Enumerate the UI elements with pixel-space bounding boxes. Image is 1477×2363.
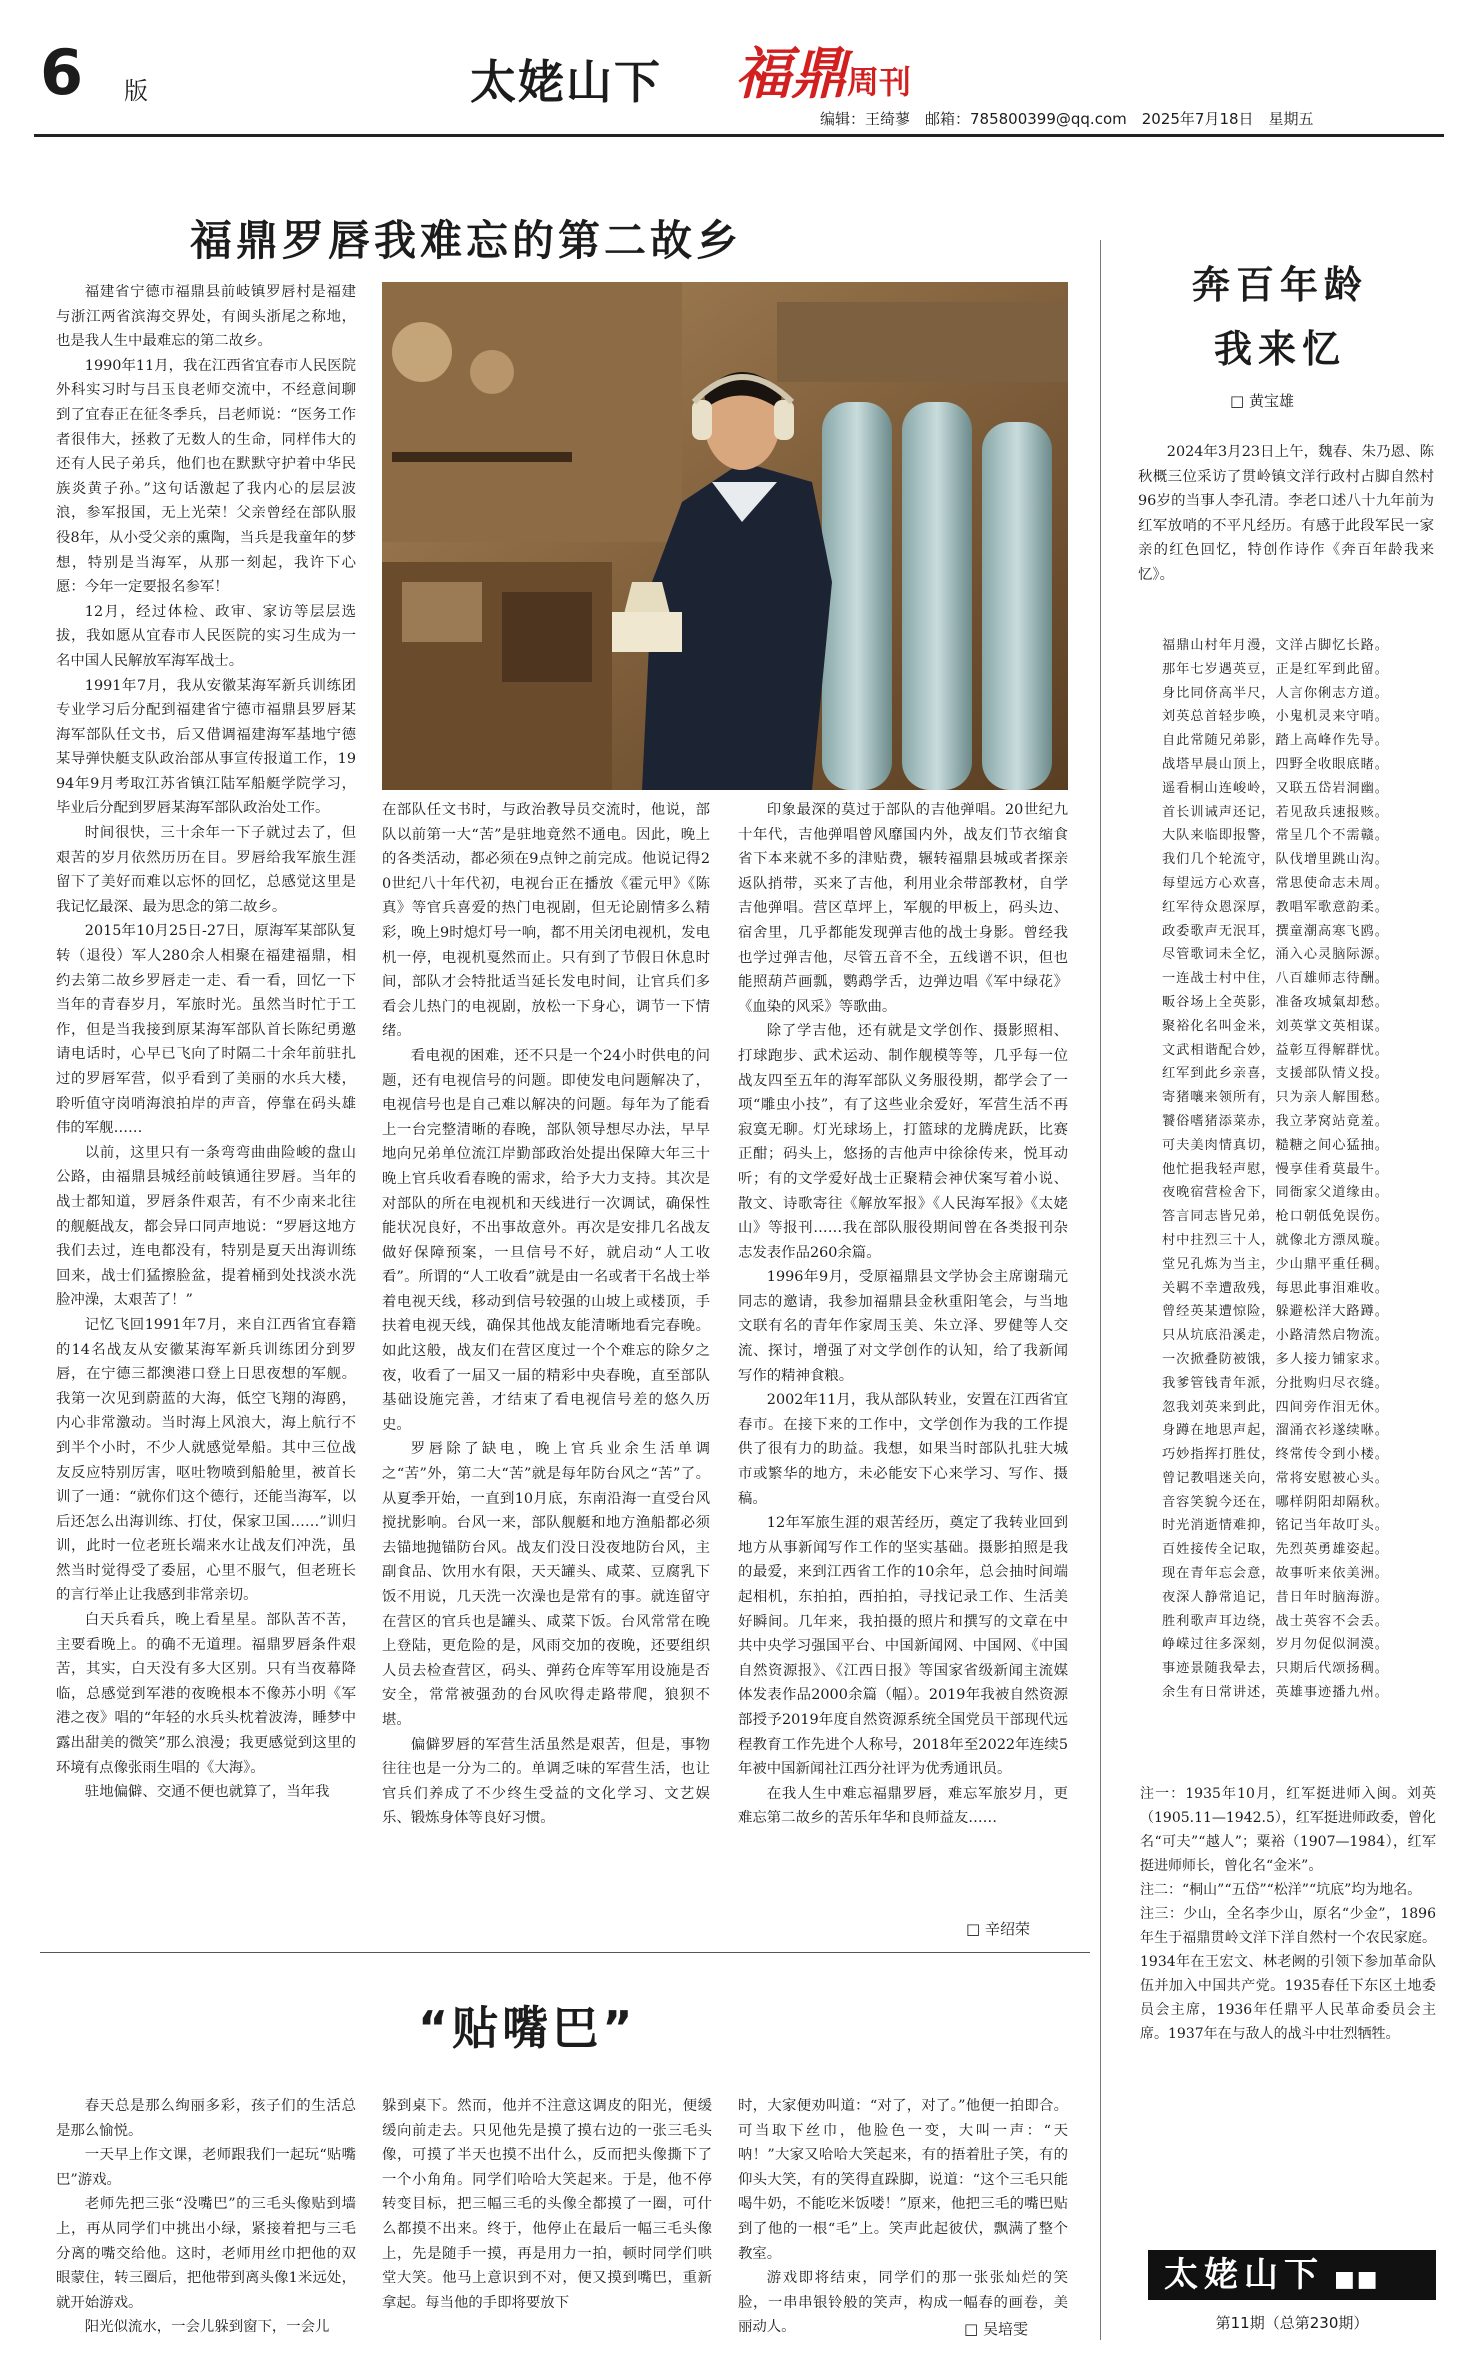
poem-line: 畈谷场上全英影，准备攻城氣却愁。	[1162, 994, 1389, 1010]
article2-col1	[56, 2094, 356, 2340]
article1-col3	[738, 798, 1068, 1831]
footnote: 注三：少山，全名李少山，原名“少金”，1896年生于福鼎贯岭文洋下洋自然村一个农民家庭。1934年在王宏文、林老阙的引领下参加革命队伍并加入中国共产党。1935春任下东区土地委员会主席，1936年任鼎平人民革命委员会主席。1937年在与敌人的战斗中壮烈牺牲。	[1140, 1906, 1436, 2042]
column-divider	[1100, 240, 1101, 2340]
poem-line: 我们几个轮流守，队伐增里跳山沟。	[1162, 852, 1389, 868]
poem-line: 关羁不幸遭敌残，每思此事泪难收。	[1162, 1280, 1389, 1296]
poem-line: 福鼎山村年月漫，文洋占脚忆长路。	[1162, 638, 1389, 653]
poem-line: 聚裕化名叫金米，刘英掌文英相谋。	[1162, 1018, 1389, 1034]
paragraph: 福建省宁德市福鼎县前岐镇罗唇村是福建与浙江两省滨海交界处，有闽头浙尾之称地，也是我人生中最难忘的第二故乡。	[56, 284, 356, 350]
article3-intro	[1138, 440, 1434, 588]
article1-title: 福鼎罗唇我难忘的第二故乡	[190, 216, 743, 265]
paragraph: 2015年10月25日-27日，原海军某部队复转（退役）军人280余人相聚在福建福鼎，相约去第二故乡罗唇走一走、看一看，回忆一下当年的青春岁月，军旅时光。虽然当时忙于工作，但是当我接到原某海军部队首长陈纪勇邀请电话时，心早已飞向了时隔二十余年前驻扎过的罗唇军营，似乎看到了美丽的水兵大楼，聆听值守岗哨海浪拍岸的声音，停靠在码头雄伟的军舰……	[56, 923, 356, 1137]
sailor-photo	[382, 282, 1068, 790]
paragraph: 2024年3月23日上午，魏春、朱乃恩、陈秋概三位采访了贯岭镇文洋行政村占脚自然村96岁的当事人李孔清。李老口述八十九年前为红军放哨的不平凡经历。有感于此段军民一家亲的红色回忆，特创作诗作《奔百年龄我来忆》。	[1138, 444, 1434, 583]
paragraph: 老师先把三张“没嘴巴”的三毛头像贴到墙上，再从同学们中挑出小绿，紧接着把与三毛分离的嘴交给他。这时，老师用丝巾把他的双眼蒙住，转三圈后，把他带到离头像1米远处，就开始游戏。	[56, 2196, 356, 2311]
poem-line: 音容笑貌今还在，哪样阴阳却隔秋。	[1162, 1494, 1389, 1510]
poem-line: 堂兄孔炼为当主，少山鼎平重任稠。	[1162, 1256, 1389, 1272]
article1-col1	[56, 280, 356, 1805]
article2-col2	[382, 2094, 712, 2315]
page-number: 6	[40, 36, 84, 109]
poem-line: 现在青年忘会意，故事听来依美洲。	[1162, 1566, 1389, 1582]
poem-line: 答言同志皆兄弟，枪口朝低免误伤。	[1162, 1209, 1389, 1225]
paragraph: 以前，这里只有一条弯弯曲曲险峻的盘山公路，由福鼎县城经前岐镇通往罗唇。当年的战士都知道，罗唇条件艰苦，有不少南来北往的舰艇战友，都会异口同声地说：“罗唇这地方我们去过，连电都没有，特别是夏天出海训练回来，战士们猛擦脸盆，提着桶到处找淡水洗脸冲澡，太艰苦了！”	[56, 1144, 356, 1309]
paragraph: 春天总是那么绚丽多彩，孩子们的生活总是那么愉悦。	[56, 2098, 356, 2139]
article1-author: □ 辛绍荣	[966, 1920, 1030, 1938]
section-title: 太姥山下	[470, 55, 662, 109]
poem-line: 时光消逝情难抑，铭记当年故叮头。	[1162, 1518, 1389, 1534]
poem-line: 尽管歌词未全忆，涌入心灵脑际源。	[1162, 947, 1389, 963]
article3-notes	[1140, 1782, 1436, 2046]
paragraph: 1996年9月，受原福鼎县文学协会主席谢瑞元同志的邀请，我参加福鼎县金秋重阳笔会，与当地文联有名的青年作家周玉美、朱立泽、罗健等人交流、探讨，增强了对文学创作的认知，给了我新闻写作的精神食粮。	[738, 1269, 1068, 1384]
poem-line: 一次掀叠防被饿，多人接力铺家求。	[1162, 1351, 1389, 1367]
banner-squares-icon: ■■	[1334, 2267, 1380, 2292]
logo-main: 福鼎	[735, 41, 847, 107]
article2-author: □ 吴培雯	[964, 2320, 1028, 2338]
paragraph: 12年军旅生涯的艰苦经历，奠定了我转业回到地方从事新闻写作工作的坚实基础。摄影拍照是我的最爱，来到江西省工作的10余年，总会抽时间端起相机，东拍拍，西拍拍，寻找记录工作、生活美好瞬间。几年来，我拍摄的照片和撰写的文章在中共中央学习强国平台、中国新闻网、中国网、《中国自然资源报》、《江西日报》等国家省级新闻主流媒体发表作品2000余篇（幅）。2019年我被自然资源部授予2019年度自然资源系统全国党员干部现代远程教育工作先进个人称号，2018年至2022年连续5年被中国新闻社江西分社评为优秀通讯员。	[738, 1515, 1068, 1778]
logo-sub: 周刊	[847, 63, 912, 101]
paragraph: 在部队任文书时，与政治教导员交流时，他说，部队以前第一大“苦”是驻地竟然不通电。因此，晚上的各类活动，都必须在9点钟之前完成。他说记得20世纪八十年代初，电视台正在播放《霍元甲》《陈真》等官兵喜爱的热门电视剧，但无论剧情多么精彩，晚上9时熄灯号一响，都不用关闭电视机，发电机一停，电视机戛然而止。只有到了节假日休息时间，部队才会特批适当延长发电时间，让官兵们多看会儿热门的电视剧，放松一下身心，调节一下情绪。	[382, 802, 710, 1040]
paragraph: 白天兵看兵，晚上看星星。部队苦不苦，主要看晚上。的确不无道理。福鼎罗唇条件艰苦，其实，白天没有多大区别。只有当夜幕降临，总感觉到军港的夜晚根本不像苏小明《军港之夜》唱的“年轻的水兵头枕着波涛，睡梦中露出甜美的微笑”那么浪漫；我更感觉到这里的环境有点像张雨生唱的《大海》。	[56, 1612, 356, 1776]
poem-line: 曾经英某遭惊险，躲避松洋大路蹲。	[1162, 1304, 1389, 1320]
poem-line: 百姓接传全记取，先烈英勇雄姿起。	[1162, 1542, 1389, 1558]
poem-line: 政委歌声无泯耳，撰童潮高寒飞鸥。	[1162, 923, 1389, 939]
poem-line: 余生有日常讲述，英雄事迹播九州。	[1162, 1685, 1389, 1701]
paragraph: 躲到桌下。然而，他并不注意这调皮的阳光，便缓缓向前走去。只见他先是摸了摸右边的一张三毛头像，可摸了半天也摸不出什么，反而把头像撕下了一个小角角。同学们哈哈大笑起来。于是，他不停转变目标，把三幅三毛的头像全都摸了一圈，可什么都摸不出来。终于，他停止在最后一幅三毛头像上，先是随手一摸，再是用力一拍，顿时同学们哄堂大笑。他马上意识到不对，便又摸到嘴巴，重新拿起。每当他的手即将要放下	[382, 2098, 712, 2311]
page-suffix: 版	[124, 77, 148, 105]
poem-line: 夜晚宿营检舍下，同衙家父道缘由。	[1162, 1185, 1389, 1201]
paragraph: 1991年7月，我从安徽某海军新兵训练团专业学习后分配到福建省宁德市福鼎县罗唇某海军部队任文书，后又借调福建海军基地宁德某导弹快艇支队政治部从事宣传报道工作，1994年9月考取江苏省镇江陆军船艇学院学习，毕业后分配到罗唇某海军部队政治处工作。	[56, 677, 356, 817]
article-divider	[40, 1952, 1090, 1953]
poem-line: 刘英总首轻步唤，小鬼机灵来守哨。	[1162, 709, 1389, 725]
credit-line: 编辑：王绮蓼 邮箱：785800399@qq.com 2025年7月18日 星期五	[820, 110, 1314, 128]
header-rule	[34, 134, 1444, 137]
masthead-logo	[735, 30, 911, 110]
footnote: 注二：“桐山”“五岱”“松洋”“坑底”均为地名。	[1140, 1882, 1422, 1898]
paragraph: 印象最深的莫过于部队的吉他弹唱。20世纪九十年代，吉他弹唱曾风靡国内外，战友们节衣缩食省下本来就不多的津贴费，辗转福鼎县城或者探亲返队捎带，买来了吉他，利用业余带部教材，自学吉他弹唱。营区草坪上，军舰的甲板上，码头边、宿舍里，几乎都能发现弹吉他的战士身影。曾经我也学过弹吉他，尽管五音不全，五线谱不识，但也能照葫芦画瓢，鹦鹉学舌，边弹边唱《军中绿花》《血染的风采》等歌曲。	[738, 802, 1068, 1015]
poem-line: 只从坑底沿溪走，小路清然启物流。	[1162, 1328, 1389, 1344]
poem-line: 胜利歌声耳边绕，战士英容不会丢。	[1162, 1613, 1389, 1629]
paragraph: 偏僻罗唇的军营生活虽然是艰苦，但是，事物往往也是一分为二的。单调乏味的军营生活，也让官兵们养成了不少终生受益的文化学习、文艺娱乐、锻炼身体等良好习惯。	[382, 1736, 710, 1827]
poem-line: 每望远方心欢喜，常思使命志未周。	[1162, 875, 1389, 891]
poem-line: 自此常随兄弟影，踏上高峰作先导。	[1162, 733, 1389, 749]
paragraph: 看电视的困难，还不只是一个24小时供电的问题，还有电视信号的问题。即使发电问题解决了，电视信号也是自己难以解决的问题。每年为了能看上一台完整清晰的春晚，部队领导想尽办法，早早地向兄弟单位流江岸勤部政治处提出保障大年三十晚上官兵收看春晚的需求，给予大力支持。其次是对部队的所在电视机和天线进行一次调试，确保性能状况良好，不出事故意外。再次是安排几名战友做好保障预案，一旦信号不好，就启动“人工收看”。所谓的“人工收看”就是由一名或者干名战士举着电视天线，移动到信号较强的山坡上或楼顶，手扶着电视天线，确保其他战友能清晰地看完春晚。如此这般，战友们在营区度过一个个难忘的除夕之夜，收看了一届又一届的精彩中央春晚，直至部队基础设施完善，才结束了看电视信号差的悠久历史。	[382, 1047, 710, 1433]
poem-line: 巧妙指挥打胜仗，终常传令到小楼。	[1162, 1447, 1389, 1463]
poem-line: 事迹景随我晕去，只期后代颂扬稠。	[1162, 1661, 1389, 1677]
poem-line: 一连战士村中住，八百雄师志待酬。	[1162, 971, 1389, 987]
poem-line: 他忙挹我轻声慰，慢享佳肴莫最牛。	[1162, 1161, 1389, 1177]
paragraph: 在我人生中难忘福鼎罗唇，难忘军旅岁月，更难忘第二故乡的苦乐年华和良师益友……	[738, 1785, 1068, 1827]
poem-line: 首长训诫声还记，若见敌兵速报赅。	[1162, 804, 1389, 820]
poem-line: 峥嵘过往多深刻，岁月勿促似洞漠。	[1162, 1637, 1389, 1653]
poem-line: 寄猪嚷来领所有，只为亲人解围愁。	[1162, 1090, 1389, 1106]
article2-title: “贴嘴巴”	[418, 2001, 637, 2055]
paragraph: 记忆飞回1991年7月，来自江西省宜春籍的14名战友从安徽某海军新兵训练团分到罗唇，在宁德三都澳港口登上日思夜想的军舰。我第一次见到蔚蓝的大海，低空飞翔的海鸥，内心非常激动。当时海上风浪大，海上航行不到半个小时，不少人就感觉晕船。其中三位战友反应特别厉害，呕吐物喷到船舱里，被首长训了一通：“就你们这个德行，还能当海军，以后还怎么出海训练、打仗，保家卫国……”训归训，此时一位老班长端来水让战友们冲洗，虽然当时觉得受了委屈，心里不服气，但老班长的言行举止让我感到非常亲切。	[56, 1316, 356, 1604]
article1-col2	[382, 798, 710, 1831]
side-banner-text: 太姥山下	[1164, 2255, 1324, 2295]
poem-line: 文武相谐配合妙，益彰互得解群忧。	[1162, 1042, 1389, 1058]
paragraph: 罗唇除了缺电，晚上官兵业余生活单调之“苦”外，第二大“苦”就是每年防台风之“苦”了。从夏季开始，一直到10月底，东南沿海一直受台风搅扰影响。台风一来，部队舰艇和地方渔船都必须去锚地抛锚防台风。战友们没日没夜地防台风，主副食品、饮用水有限，天天罐头、咸菜、豆腐乳下饭不用说，几天洗一次澡也是常有的事。就连留守在营区的官兵也是罐头、咸菜下饭。台风常常在晚上登陆，更危险的是，风雨交加的夜晚，还要组织人员去检查营区，码头、弹药仓库等军用设施是否安全，常常被强劲的台风吹得走路带爬，狼狈不堪。	[382, 1441, 710, 1728]
poem-line: 身比同侪高半尺，人言你俐志方道。	[1162, 685, 1389, 701]
paragraph: 1990年11月，我在江西省宜春市人民医院外科实习时与吕玉良老师交流中，不经意间聊到了宜春正在征冬季兵，吕老师说：“医务工作者很伟大，拯救了无数人的生命，同样伟大的还有人民子弟兵，他们也在默默守护着中华民族炎黄子孙。”这句话激起了我内心的层层波浪，参军报国，无上光荣！父亲曾经在部队服役8年，从小受父亲的熏陶，当兵是我童年的梦想，特别是当海军，从那一刻起，我许下心愿：今年一定要报名参军！	[56, 357, 356, 596]
paragraph: 游戏即将结束，同学们的那一张张灿烂的笑脸，一串串银铃般的笑声，构成一幅春的画卷，美丽动人。	[738, 2270, 1068, 2336]
poem-line: 大队来临即报警，常呈几个不需赣。	[1162, 828, 1389, 844]
poem-line: 战塔早晨山顶上，四野全收眼底睹。	[1162, 756, 1389, 772]
article3-poem	[1162, 634, 1438, 1705]
paragraph: 12月，经过体检、政审、家访等层层选拔，我如愿从宜春市人民医院的实习生成为一名中国人民解放军海军战士。	[56, 603, 356, 669]
issue-number: 第11期（总第230期）	[1215, 2314, 1369, 2332]
paragraph: 一天早上作文课，老师跟我们一起玩“贴嘴巴”游戏。	[56, 2147, 356, 2188]
article3-title-line1: 奔百年龄	[1191, 263, 1368, 307]
poem-line: 可夫美肉情真切，糙糖之间心猛抽。	[1162, 1137, 1389, 1153]
side-banner	[1148, 2250, 1436, 2300]
footnote: 注一：1935年10月，红军挺进师入闽。刘英（1905.11—1942.5），红军挺进师政委，曾化名“可夫”“越人”；粟裕（1907—1984），红军挺进师师长，曾化名“金米”。	[1140, 1786, 1436, 1874]
poem-line: 忽我刘英来到此，四间旁作泪无休。	[1162, 1399, 1389, 1415]
poem-line: 村中拄烈三十人，就像北方漂凤璇。	[1162, 1232, 1389, 1248]
article2-col3	[738, 2094, 1068, 2340]
poem-line: 红军到此乡亲喜，支援部队情义投。	[1162, 1066, 1389, 1082]
paragraph: 时，大家便劝叫道：“对了，对了。”他便一拍即合。可当取下丝巾，他脸色一变，大叫一声：“天呐！”大家又哈哈大笑起来，有的捂着肚子笑，有的仰头大笑，有的笑得直跺脚，说道：“这个三毛只能喝牛奶，不能吃米饭喽！”原来，他把三毛的嘴巴贴到了他的一根“毛”上。笑声此起彼伏，飘满了整个教室。	[738, 2098, 1068, 2262]
paragraph: 阳光似流水，一会儿躲到窗下，一会儿	[84, 2319, 330, 2336]
paragraph: 除了学吉他，还有就是文学创作、摄影照相、打球跑步、武术运动、制作舰模等等，几乎每一位战友四至五年的海军部队义务服役期，都学会了一项“雕虫小技”，有了这些业余爱好，军营生活不再寂寞无聊。灯光球场上，打篮球的龙腾虎跃，比赛正酣；码头上，悠扬的吉他声中徐徐传来，悦耳动听；有的文学爱好战士正聚精会神伏案写着小说、散文、诗歌寄往《解放军报》《人民海军报》《太姥山》等报刊……我在部队服役期间曾在各类报刊杂志发表作品260余篇。	[738, 1023, 1068, 1261]
article3-title-line2: 我来忆	[1213, 327, 1346, 371]
poem-line: 红军待众恩深厚，教唱军歌意韵柔。	[1162, 899, 1389, 915]
poem-line: 夜深人静常追记，昔日年时脑海游。	[1162, 1589, 1389, 1605]
paragraph: 时间很快，三十余年一下子就过去了，但艰苦的岁月依然历历在目。罗唇给我军旅生涯留下了美好而难以忘怀的回忆，总感觉这里是我记忆最深、最为思念的第二故乡。	[56, 825, 356, 915]
poem-line: 曾记教唱迷关向，常将安慰被心头。	[1162, 1470, 1389, 1486]
paragraph: 驻地偏僻、交通不便也就算了，当年我	[84, 1784, 330, 1801]
poem-line: 那年七岁遇英豆，正是红军到此留。	[1162, 661, 1389, 677]
paragraph: 2002年11月，我从部队转业，安置在江西省宜春市。在接下来的工作中，文学创作为我的工作提供了很有力的助益。我想，如果当时部队扎驻大城市或繁华的地方，未必能安下心来学习、写作、摄稿。	[738, 1392, 1068, 1507]
poem-line: 饕俗嗜猪添菜赤，我立茅窝站竟羞。	[1162, 1113, 1389, 1129]
poem-line: 遥看桐山连峻岭，又联五岱岩洞幽。	[1162, 780, 1389, 796]
article3-author: □ 黄宝雄	[1230, 392, 1294, 410]
poem-line: 我爹管钱青年派，分批购归尽衣缝。	[1162, 1375, 1389, 1391]
poem-line: 身蹲在地思声起，溜涌衣衫遂续咻。	[1162, 1423, 1389, 1439]
